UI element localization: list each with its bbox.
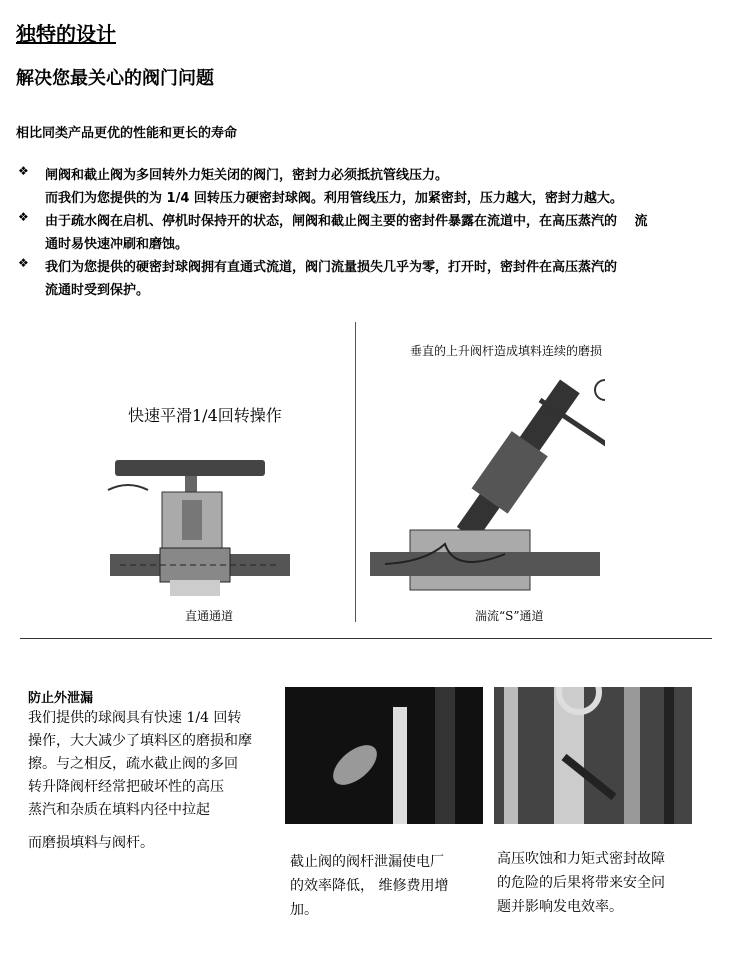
leak-line: 我们提供的球阀具有快速 1/4 回转: [28, 710, 242, 726]
ball-valve-diagram: [100, 450, 300, 600]
diamond-bullet-icon: ❖: [18, 210, 29, 224]
leak-line: 擦。与之相反，疏水截止阀的多回: [28, 756, 238, 772]
diamond-bullet-icon: ❖: [18, 256, 29, 270]
subtitle: 解决您最关心的阀门问题: [16, 68, 214, 89]
leak-paragraph: [28, 707, 252, 855]
photo-stem-leak: [285, 687, 483, 824]
lead-text: 相比同类产品更优的性能和更长的寿命: [16, 126, 238, 141]
left-diagram-caption: 快速平滑1/4回转操作: [128, 406, 282, 425]
page-title: 独特的设计: [16, 22, 116, 46]
left-diagram-label: 直通通道: [185, 609, 234, 623]
photo-torque-seal: [494, 687, 692, 824]
bullet-2-line-1: 由于疏水阀在启机、停机时保持开的状态，闸阀和截止阀主要的密封件暴露在流道中，在高压蒸汽的 流: [45, 214, 648, 229]
leak-line: 蒸汽和杂质在填料内径中拉起: [28, 802, 210, 818]
divider-horizontal: [20, 638, 712, 639]
bullet-3-line-2: 流通时受到保护。: [45, 283, 150, 298]
bullet-2-line-2: 通时易快速冲刷和磨蚀。: [45, 237, 189, 252]
bullet-1-line-1: 闸阀和截止阀为多回转外力矩关闭的阀门，密封力必须抵抗管线压力。: [45, 168, 449, 183]
caption-line: 加。: [290, 902, 318, 918]
leak-heading: 防止外泄漏: [28, 691, 94, 706]
right-diagram-label: 湍流“S”通道: [475, 609, 544, 623]
leak-line: 而磨损填料与阀杆。: [28, 835, 154, 851]
caption-line: 题并影响发电效率。: [497, 899, 623, 915]
photo2-caption: [497, 847, 665, 919]
leak-line: 转升降阀杆经常把破坏性的高压: [28, 779, 224, 795]
diamond-bullet-icon: ❖: [18, 164, 29, 178]
leak-line: 操作，大大减少了填料区的磨损和摩: [28, 733, 252, 749]
bullet-1-line-2: 而我们为您提供的为 1/4 回转压力硬密封球阀。利用管线压力，加紧密封，压力越大，密封力越大。: [45, 191, 623, 206]
right-diagram-caption: 垂直的上升阀杆造成填料连续的磨损: [410, 344, 603, 358]
photo1-caption: [290, 850, 448, 922]
caption-line: 的危险的后果将带来安全问: [497, 875, 665, 891]
caption-line: 的效率降低， 维修费用增: [290, 878, 449, 894]
caption-line: 高压吹蚀和力矩式密封故障: [497, 851, 665, 867]
bullet-3-line-1: 我们为您提供的硬密封球阀拥有直通式流道，阀门流量损失几乎为零，打开时，密封件在高压蒸汽的: [45, 260, 618, 275]
caption-line: 截止阀的阀杆泄漏使电厂: [290, 854, 444, 870]
divider-vertical: [355, 322, 356, 622]
globe-valve-diagram: [365, 360, 605, 605]
